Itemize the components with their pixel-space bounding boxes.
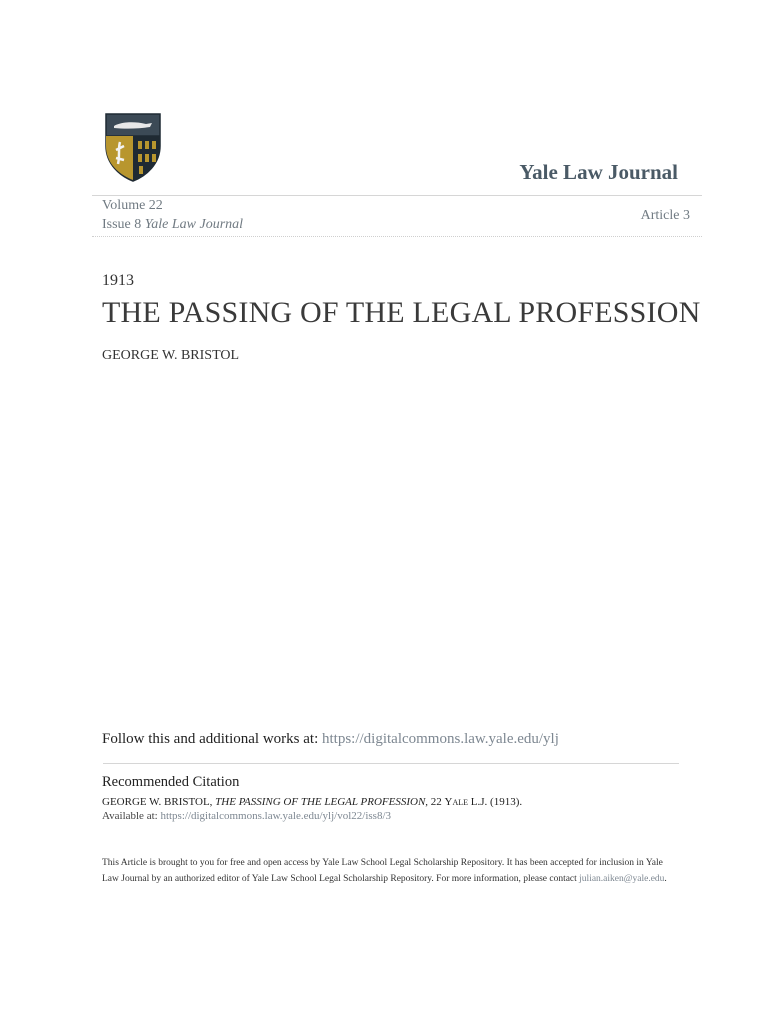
journal-name[interactable]: Yale Law Journal — [519, 160, 678, 184]
notice-text: This Article is brought to you for free and open access by Yale Law School Legal Scholarship Repository. It has been accepted for inclusion in Yale Law Journal by an authorized editor of Yale Law School Legal Scholarship Repository. For more information, please contact — [102, 858, 663, 884]
issue-label — [102, 217, 243, 233]
publication-year: 1913 — [102, 272, 134, 289]
follow-line — [102, 731, 559, 748]
available-label: Available at: — [102, 810, 158, 822]
issue-number: Issue 8 — [102, 217, 142, 232]
article-link[interactable]: https://digitalcommons.law.yale.edu/ylj/vol22/iss8/3 — [160, 810, 392, 822]
recommended-citation-heading: Recommended Citation — [102, 774, 240, 790]
follow-label: Follow this and additional works at: — [102, 731, 319, 747]
header-bottom-divider — [92, 236, 702, 237]
article-title: THE PASSING OF THE LEGAL PROFESSION — [102, 296, 701, 329]
citation-rest: L.J. (1913). — [470, 796, 523, 808]
citation-text — [102, 796, 522, 808]
citation-author: GEORGE W. BRISTOL, — [102, 796, 213, 808]
access-notice — [102, 855, 682, 887]
volume-label: Volume 22 — [102, 198, 163, 213]
notice-end: . — [664, 874, 667, 884]
article-label: Article 3 — [640, 208, 690, 223]
citation-journal: Yale — [444, 796, 469, 808]
yale-law-school-shield-icon — [104, 112, 162, 182]
citation-divider — [103, 763, 679, 764]
issue-journal: Yale Law Journal — [144, 217, 244, 232]
available-at — [102, 810, 391, 822]
repository-link[interactable]: https://digitalcommons.law.yale.edu/ylj — [321, 731, 559, 747]
contact-email-link[interactable]: julian.aiken@yale.edu — [579, 874, 665, 884]
article-author[interactable]: GEORGE W. BRISTOL — [102, 348, 240, 363]
citation-volume: , 22 — [425, 796, 442, 808]
citation-title: THE PASSING OF THE LEGAL PROFESSION — [215, 796, 426, 808]
header-divider — [92, 195, 702, 196]
